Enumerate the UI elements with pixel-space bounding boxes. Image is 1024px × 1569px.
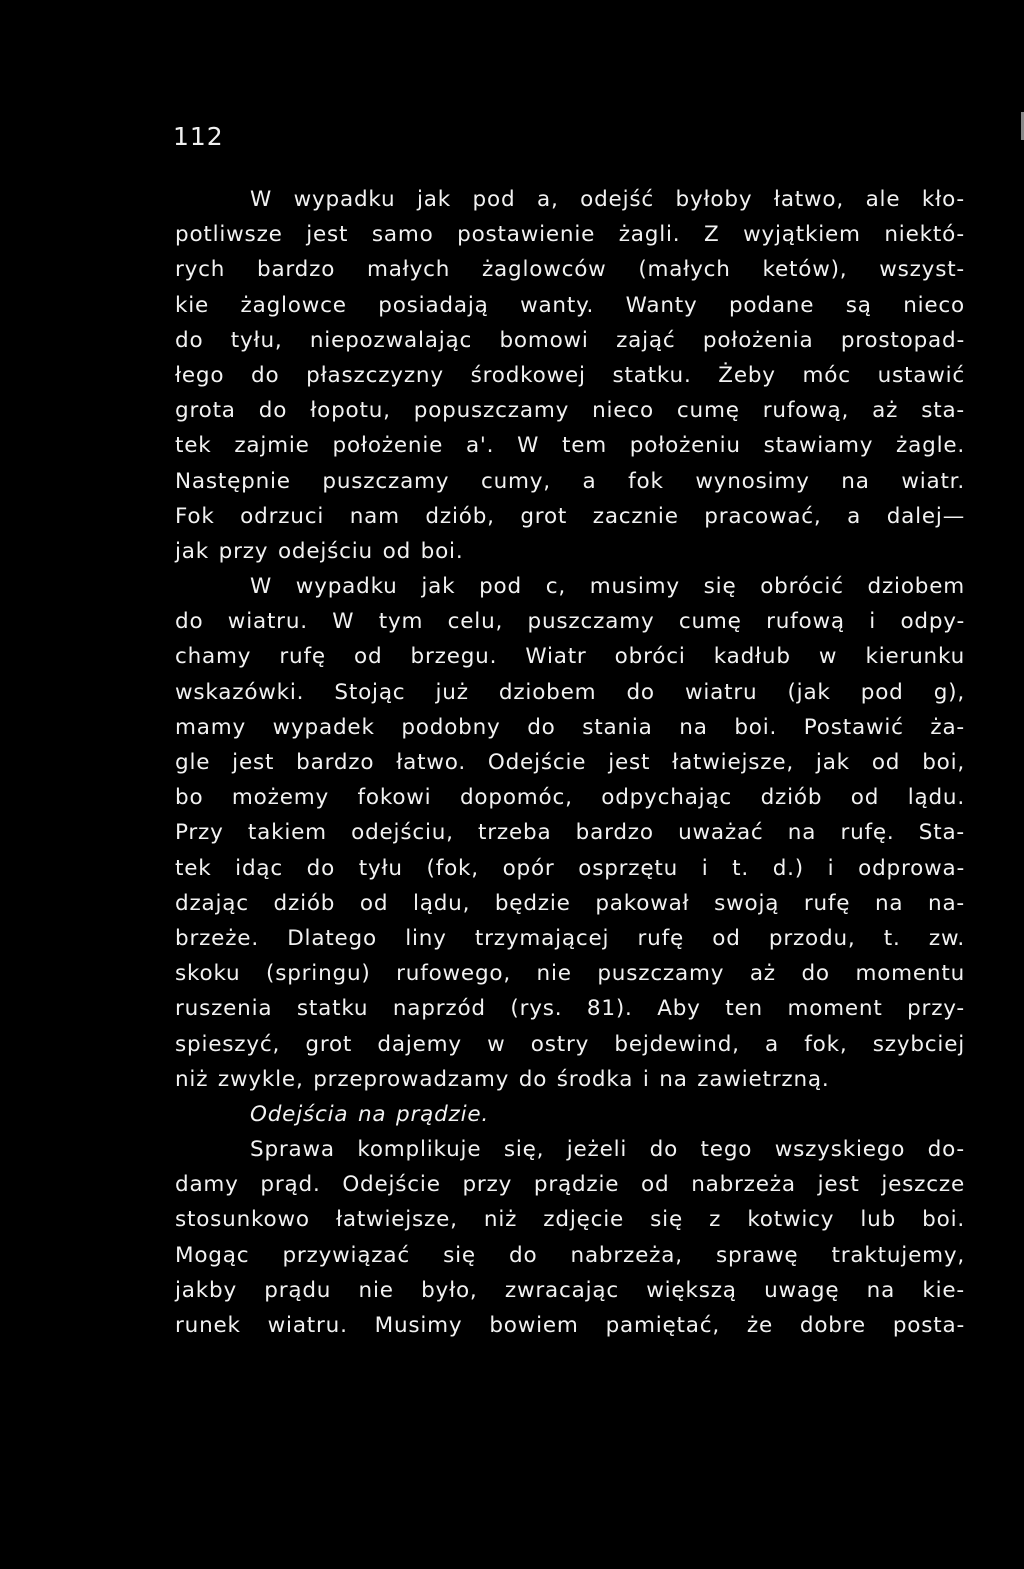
- text-line: dzając dziób od lądu, będzie pakował swoją rufę na na-: [175, 890, 965, 916]
- text-line: stosunkowo łatwiejsze, niż zdjęcie się z kotwicy lub boi.: [175, 1207, 965, 1233]
- text-line: runek wiatru. Musimy bowiem pamiętać, że dobre posta-: [175, 1313, 965, 1338]
- text-line: Przy takiem odejściu, trzeba bardzo uważać na rufę. Sta-: [175, 820, 965, 846]
- text-line: niż zwykle, przeprowadzamy do środka i na zawietrzną.: [175, 1066, 830, 1092]
- text-line: skoku (springu) rufowego, nie puszczamy aż do momentu: [175, 961, 965, 987]
- text-line: Fok odrzuci nam dziób, grot zacznie pracować, a dalej—: [175, 503, 965, 529]
- text-line: tek zajmie położenie a'. W tem położeniu stawiamy żagle.: [175, 433, 965, 459]
- text-line: potliwsze jest samo postawienie żagli. Z wyjątkiem niektó-: [175, 222, 965, 248]
- text-line: gle jest bardzo łatwo. Odejście jest łatwiejsze, jak od boi,: [175, 750, 965, 775]
- text-line: rych bardzo małych żaglowców (małych ketów), wszyst-: [175, 257, 965, 283]
- text-line: chamy rufę od brzegu. Wiatr obróci kadłub w kierunku: [175, 644, 965, 670]
- page-number: 112: [173, 122, 224, 151]
- text-line: jakby prądu nie było, zwracając większą uwagę na kie-: [175, 1277, 965, 1303]
- text-line: Mogąc przywiązać się do nabrzeża, sprawę traktujemy,: [175, 1242, 965, 1268]
- text-line: kie żaglowce posiadają wanty. Wanty podane są nieco: [175, 292, 965, 318]
- text-line: brzeże. Dlatego liny trzymającej rufę od przodu, t. zw.: [175, 925, 965, 951]
- text-line: wskazówki. Stojąc już dziobem do wiatru (jak pod g),: [175, 679, 965, 705]
- text-line: do wiatru. W tym celu, puszczamy cumę rufową i odpy-: [175, 609, 965, 635]
- text-line: mamy wypadek podobny do stania na boi. Postawić ża-: [175, 714, 965, 740]
- text-line: ruszenia statku naprzód (rys. 81). Aby ten moment przy-: [175, 996, 965, 1022]
- text-line: Następnie puszczamy cumy, a fok wynosimy na wiatr.: [175, 468, 965, 494]
- text-line: jak przy odejściu od boi.: [175, 538, 464, 564]
- section-title: Odejścia na prądzie.: [250, 1101, 490, 1127]
- text-line: damy prąd. Odejście przy prądzie od nabrzeża jest jeszcze: [175, 1172, 965, 1198]
- text-line: W wypadku jak pod a, odejść byłoby łatwo, ale kło-: [250, 187, 965, 212]
- text-line: łego do płaszczyzny środkowej statku. Żeby móc ustawić: [175, 362, 965, 388]
- text-line: bo możemy fokowi dopomóc, odpychając dziób od lądu.: [175, 785, 965, 811]
- text-line: tek idąc do tyłu (fok, opór osprzętu i t. d.) i odprowa-: [175, 855, 965, 881]
- text-line: Sprawa komplikuje się, jeżeli do tego wszyskiego do-: [250, 1137, 965, 1163]
- text-line: do tyłu, niepozwalając bomowi zająć położenia prostopad-: [175, 327, 965, 353]
- text-line: grota do łopotu, popuszczamy nieco cumę rufową, aż sta-: [175, 398, 965, 424]
- body-text: [175, 182, 965, 1343]
- text-line: W wypadku jak pod c, musimy się obrócić dziobem: [250, 574, 965, 600]
- text-line: spieszyć, grot dajemy w ostry bejdewind, a fok, szybciej: [175, 1031, 965, 1057]
